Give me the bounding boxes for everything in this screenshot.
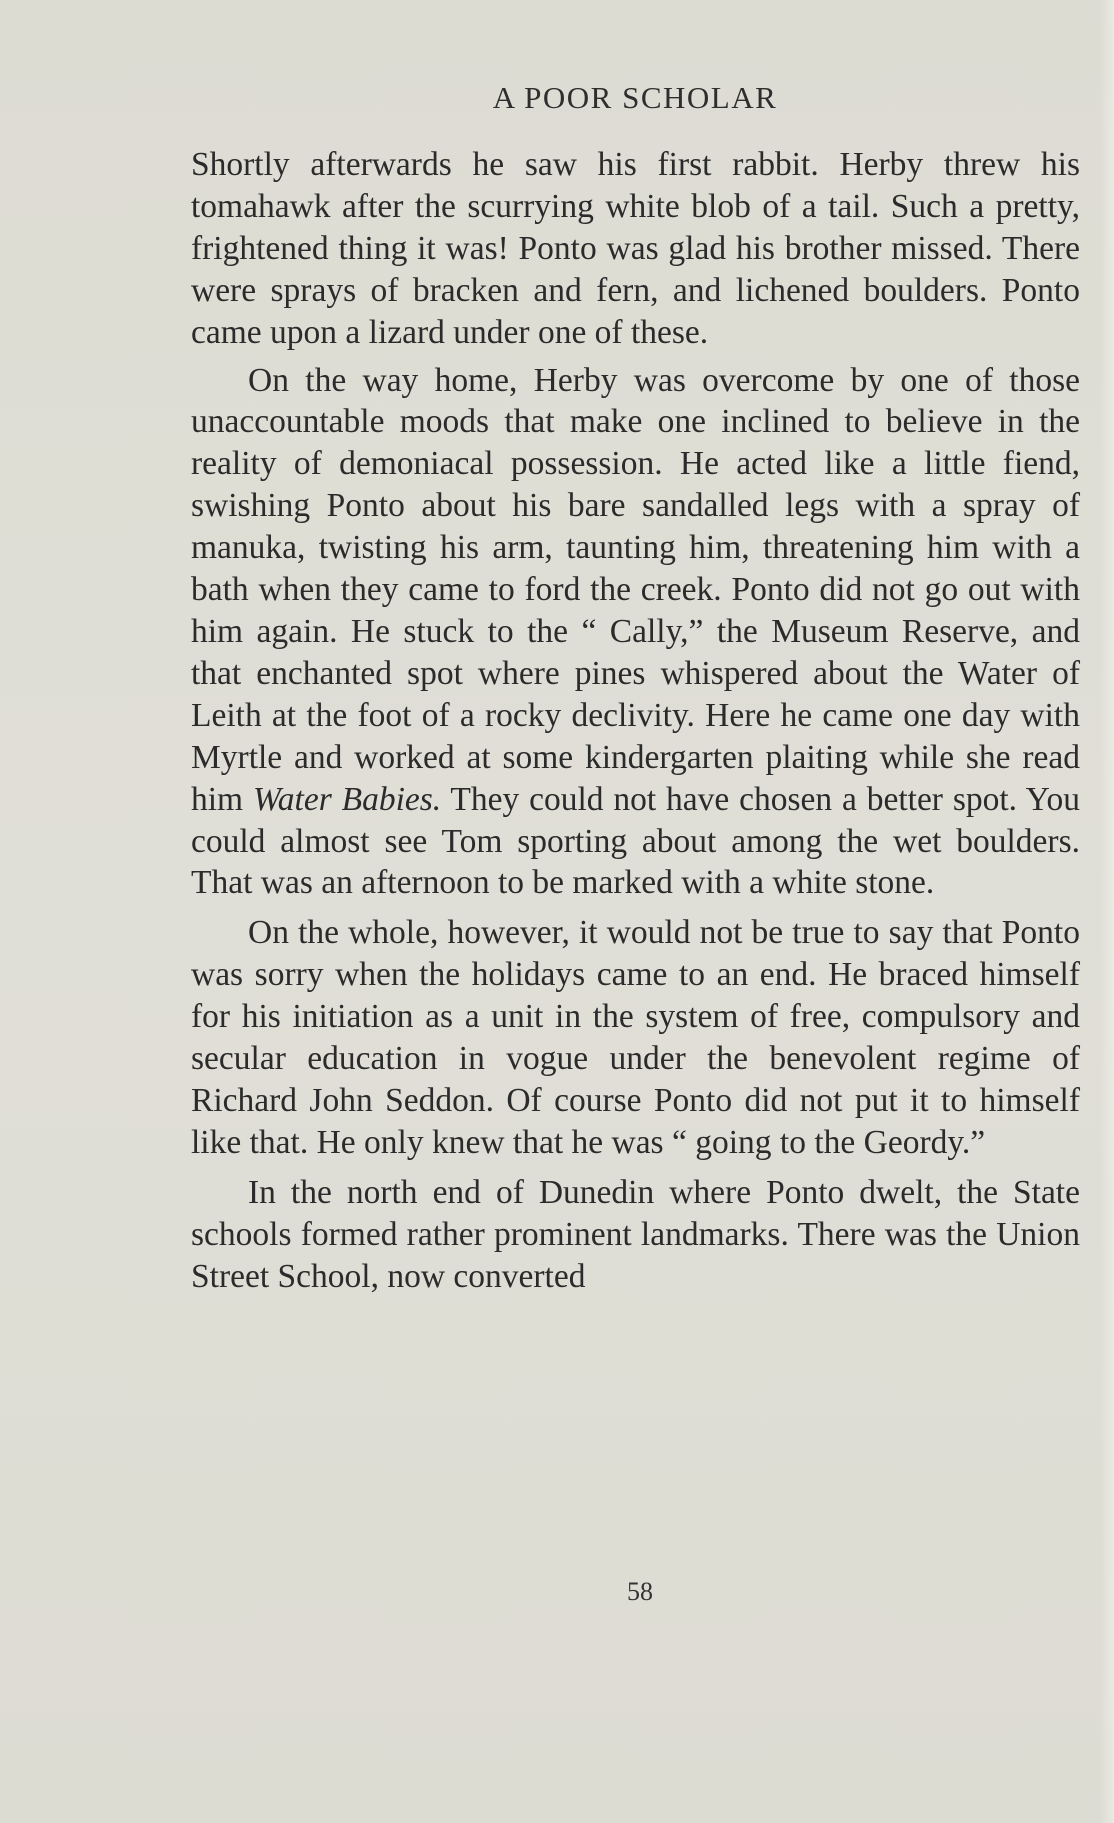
running-head: A POOR SCHOLAR	[492, 80, 778, 115]
page-edge	[1100, 0, 1114, 1823]
paragraph-3: On the whole, however, it would not be true to say that Ponto was sorry when the holidays came to an end. He braced himself for his initiation as a unit in the system of free, compulsory and secular education in vogue under the benevolent regime of Richard John Seddon. Of course Ponto did not put it to himself like that. He only knew that he was “ going to the Geordy.”	[191, 914, 1080, 1161]
book-title-italic: Water Babies.	[252, 780, 442, 818]
page-number: 58	[627, 1577, 653, 1606]
paragraph-1: Shortly afterwards he saw his first rabbit. Herby threw his tomahawk after the scurrying white blob of a tail. Such a pretty, frightened thing it was! Ponto was glad his brother missed. There were sprays of bracken and fern, and lichened boulders. Ponto came upon a lizard under one of these.	[191, 146, 1080, 351]
paragraph-2-end: They could not have chosen a better spot. You could almost see Tom sporting about among the wet boulders. That was an afternoon to be marked with a white stone.	[191, 780, 1080, 902]
body-text	[191, 144, 1080, 1297]
paragraph-2-start: On the way home, Herby was overcome by one of those unaccountable moods that make one inclined to believe in the reality of demoniacal possession. He acted like a little fiend, swishing Ponto about his bare sandalled legs with a spray of manuka, twisting his arm, taunting him, threatening him with a bath when they came to ford the creek. Ponto did not go out with him again. He stuck to the “ Cally,” the Museum Reserve, and that enchanted spot where pines whispered about the Water of Leith at the foot of a rocky declivity. Here he came one day with Myrtle and worked at some kindergarten plaiting while she read him	[191, 361, 1080, 818]
paragraph-4: In the north end of Dunedin where Ponto dwelt, the State schools formed rather prominent landmarks. There was the Union Street School, now converted	[191, 1173, 1080, 1295]
paragraph-2	[191, 360, 1080, 905]
